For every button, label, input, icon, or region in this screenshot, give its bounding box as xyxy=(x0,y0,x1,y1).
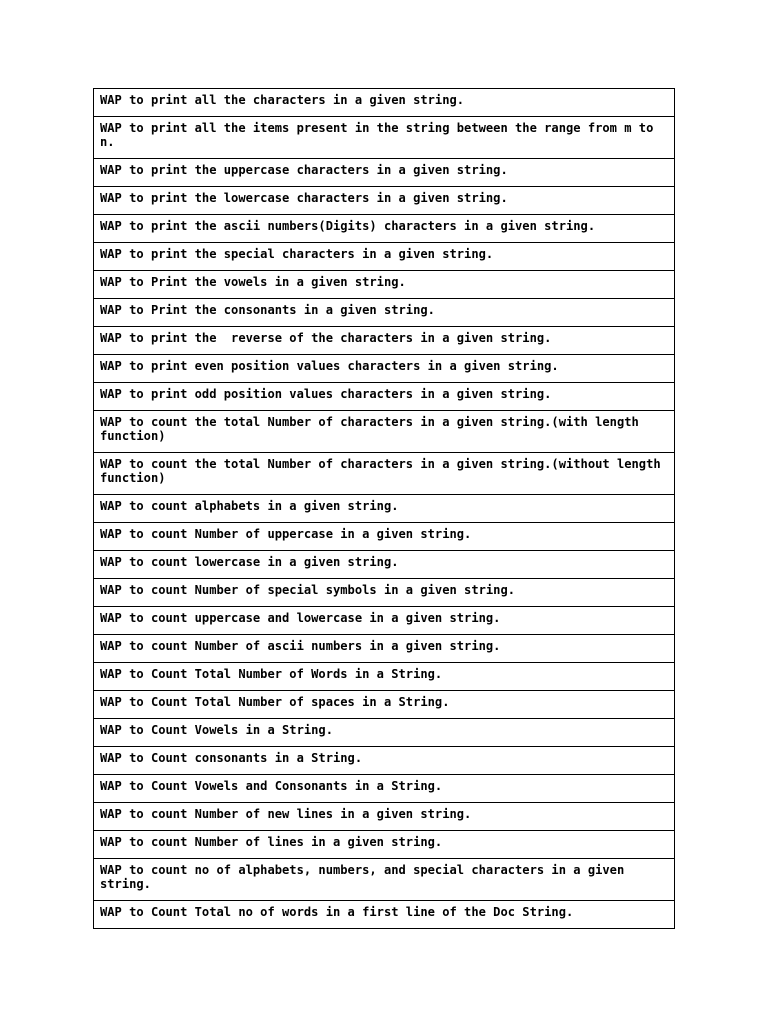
exercise-cell: WAP to print even position values characters in a given string. xyxy=(94,355,675,383)
exercise-cell: WAP to Count consonants in a String. xyxy=(94,747,675,775)
table-row xyxy=(94,663,675,691)
exercise-cell: WAP to Count Vowels in a String. xyxy=(94,719,675,747)
exercise-cell: WAP to count Number of ascii numbers in a given string. xyxy=(94,635,675,663)
table-row xyxy=(94,187,675,215)
exercise-table xyxy=(93,88,675,929)
table-row xyxy=(94,523,675,551)
table-row xyxy=(94,411,675,453)
table-row xyxy=(94,859,675,901)
exercise-cell: WAP to Print the consonants in a given string. xyxy=(94,299,675,327)
exercise-cell: WAP to count Number of uppercase in a given string. xyxy=(94,523,675,551)
table-row xyxy=(94,159,675,187)
table-row xyxy=(94,117,675,159)
exercise-cell: WAP to count the total Number of characters in a given string.(without length function) xyxy=(94,453,675,495)
table-row xyxy=(94,607,675,635)
table-row xyxy=(94,551,675,579)
table-row xyxy=(94,299,675,327)
table-row xyxy=(94,383,675,411)
table-row xyxy=(94,719,675,747)
exercise-cell: WAP to print the uppercase characters in a given string. xyxy=(94,159,675,187)
table-row xyxy=(94,803,675,831)
exercise-cell: WAP to count Number of special symbols in a given string. xyxy=(94,579,675,607)
exercise-cell: WAP to print the ascii numbers(Digits) characters in a given string. xyxy=(94,215,675,243)
exercise-cell: WAP to Count Total no of words in a first line of the Doc String. xyxy=(94,901,675,929)
exercise-cell: WAP to print the reverse of the characters in a given string. xyxy=(94,327,675,355)
exercise-cell: WAP to count no of alphabets, numbers, and special characters in a given string. xyxy=(94,859,675,901)
table-row xyxy=(94,453,675,495)
table-row xyxy=(94,243,675,271)
table-row xyxy=(94,215,675,243)
table-row xyxy=(94,635,675,663)
exercise-cell: WAP to print odd position values characters in a given string. xyxy=(94,383,675,411)
exercise-cell: WAP to count the total Number of characters in a given string.(with length function) xyxy=(94,411,675,453)
table-row xyxy=(94,691,675,719)
table-row xyxy=(94,89,675,117)
table-row xyxy=(94,495,675,523)
exercise-cell: WAP to count lowercase in a given string. xyxy=(94,551,675,579)
table-row xyxy=(94,355,675,383)
exercise-cell: WAP to count uppercase and lowercase in a given string. xyxy=(94,607,675,635)
table-row xyxy=(94,775,675,803)
exercise-cell: WAP to print all the items present in the string between the range from m to n. xyxy=(94,117,675,159)
exercise-cell: WAP to count Number of new lines in a given string. xyxy=(94,803,675,831)
table-row xyxy=(94,831,675,859)
exercise-cell: WAP to print the lowercase characters in a given string. xyxy=(94,187,675,215)
table-row xyxy=(94,579,675,607)
exercise-cell: WAP to Count Vowels and Consonants in a String. xyxy=(94,775,675,803)
exercise-cell: WAP to print the special characters in a given string. xyxy=(94,243,675,271)
table-row xyxy=(94,901,675,929)
exercise-cell: WAP to count alphabets in a given string. xyxy=(94,495,675,523)
exercise-cell: WAP to count Number of lines in a given string. xyxy=(94,831,675,859)
exercise-cell: WAP to Print the vowels in a given string. xyxy=(94,271,675,299)
table-row xyxy=(94,327,675,355)
exercise-cell: WAP to Count Total Number of Words in a String. xyxy=(94,663,675,691)
table-row xyxy=(94,747,675,775)
exercise-table-body xyxy=(94,89,675,929)
exercise-cell: WAP to Count Total Number of spaces in a String. xyxy=(94,691,675,719)
table-row xyxy=(94,271,675,299)
exercise-cell: WAP to print all the characters in a given string. xyxy=(94,89,675,117)
